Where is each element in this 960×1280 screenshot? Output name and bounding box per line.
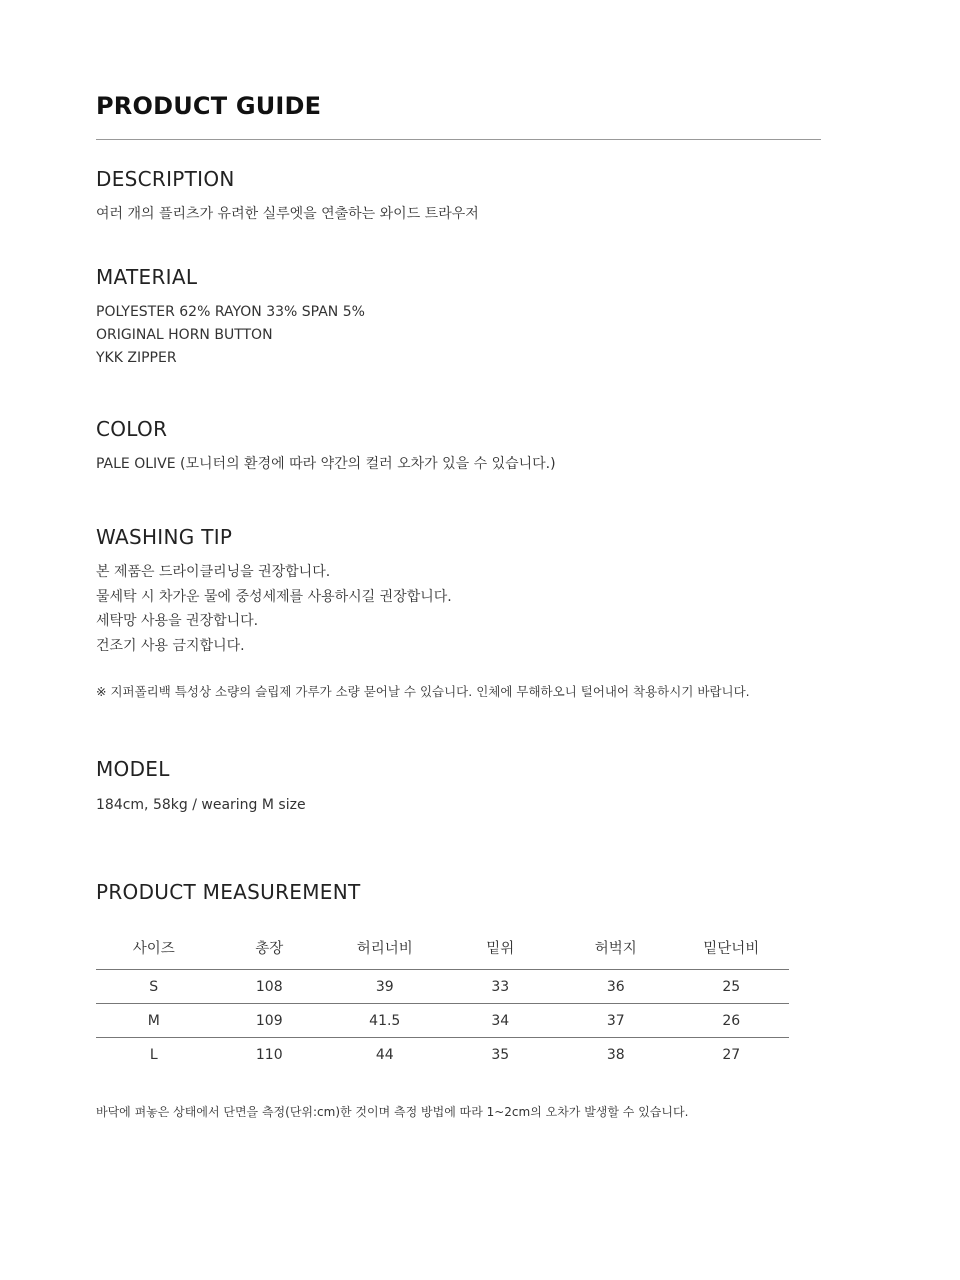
color-text bbox=[96, 453, 556, 476]
table-row bbox=[96, 1004, 789, 1038]
table-cell: 109 bbox=[255, 1012, 283, 1029]
table-cell: 44 bbox=[375, 1046, 394, 1063]
table-cell: 34 bbox=[491, 1012, 510, 1029]
table-cell: 25 bbox=[722, 978, 741, 995]
model-line: 184cm, 58kg / wearing M size bbox=[96, 797, 306, 813]
table-cell: 26 bbox=[722, 1012, 741, 1029]
material-heading: MATERIAL bbox=[96, 265, 198, 289]
table-cell: 110 bbox=[255, 1046, 283, 1063]
table-row bbox=[96, 1038, 789, 1072]
table-cell: M bbox=[147, 1012, 160, 1029]
description-text bbox=[96, 203, 479, 226]
table-cell: 36 bbox=[606, 978, 625, 995]
table-cell: L bbox=[149, 1046, 158, 1063]
page-title: PRODUCT GUIDE bbox=[96, 92, 322, 120]
table-cell: 108 bbox=[255, 978, 283, 995]
column-header-waist: 허리너비 bbox=[356, 940, 413, 957]
washing-line: 본 제품은 드라이클리닝을 권장합니다. bbox=[96, 564, 331, 580]
table-cell: 35 bbox=[491, 1046, 510, 1063]
table-cell: 38 bbox=[606, 1046, 625, 1063]
table-cell: 33 bbox=[491, 978, 510, 995]
description-heading: DESCRIPTION bbox=[96, 167, 235, 191]
material-list bbox=[96, 301, 365, 370]
table-cell: 27 bbox=[722, 1046, 741, 1063]
title-divider bbox=[96, 139, 821, 140]
washing-heading: WASHING TIP bbox=[96, 525, 233, 549]
table-cell: 39 bbox=[375, 978, 394, 995]
measurement-table bbox=[96, 925, 789, 1071]
column-header-rise: 밑위 bbox=[486, 940, 515, 957]
color-line: PALE OLIVE (모니터의 환경에 따라 약간의 컬러 오차가 있을 수 있습니다.) bbox=[96, 456, 556, 472]
table-header-row bbox=[96, 925, 789, 970]
description-line: 여러 개의 플리츠가 유려한 실루엣을 연출하는 와이드 트라우저 bbox=[96, 206, 479, 222]
table-cell: 41.5 bbox=[369, 1012, 401, 1029]
column-header-thigh: 허벅지 bbox=[594, 940, 637, 957]
washing-line: 세탁망 사용을 권장합니다. bbox=[96, 613, 259, 629]
material-line: POLYESTER 62% RAYON 33% SPAN 5% bbox=[96, 304, 365, 320]
model-heading: MODEL bbox=[96, 757, 170, 781]
washing-note: ※ 지퍼폴리백 특성상 소량의 슬립제 가루가 소량 묻어날 수 있습니다. 인체에 무해하오니 털어내어 착용하시기 바랍니다. bbox=[96, 684, 750, 699]
column-header-size: 사이즈 bbox=[132, 940, 175, 957]
table-cell: S bbox=[149, 978, 159, 995]
color-heading: COLOR bbox=[96, 417, 168, 441]
measurement-heading: PRODUCT MEASUREMENT bbox=[96, 880, 361, 904]
washing-list bbox=[96, 560, 452, 658]
washing-line: 물세탁 시 차가운 물에 중성세제를 사용하시길 권장합니다. bbox=[96, 588, 452, 605]
measurement-note: 바닥에 펴놓은 상태에서 단면을 측정(단위:cm)한 것이며 측정 방법에 따라 1~2cm의 오차가 발생할 수 있습니다. bbox=[96, 1105, 689, 1119]
table-cell: 37 bbox=[606, 1012, 625, 1029]
model-text bbox=[96, 794, 306, 817]
washing-line: 건조기 사용 금지합니다. bbox=[96, 637, 245, 654]
column-header-hem: 밑단너비 bbox=[703, 940, 760, 957]
column-header-total-length: 총장 bbox=[255, 940, 284, 957]
material-line: ORIGINAL HORN BUTTON bbox=[96, 327, 273, 343]
material-line: YKK ZIPPER bbox=[96, 350, 177, 366]
table-row bbox=[96, 970, 789, 1004]
